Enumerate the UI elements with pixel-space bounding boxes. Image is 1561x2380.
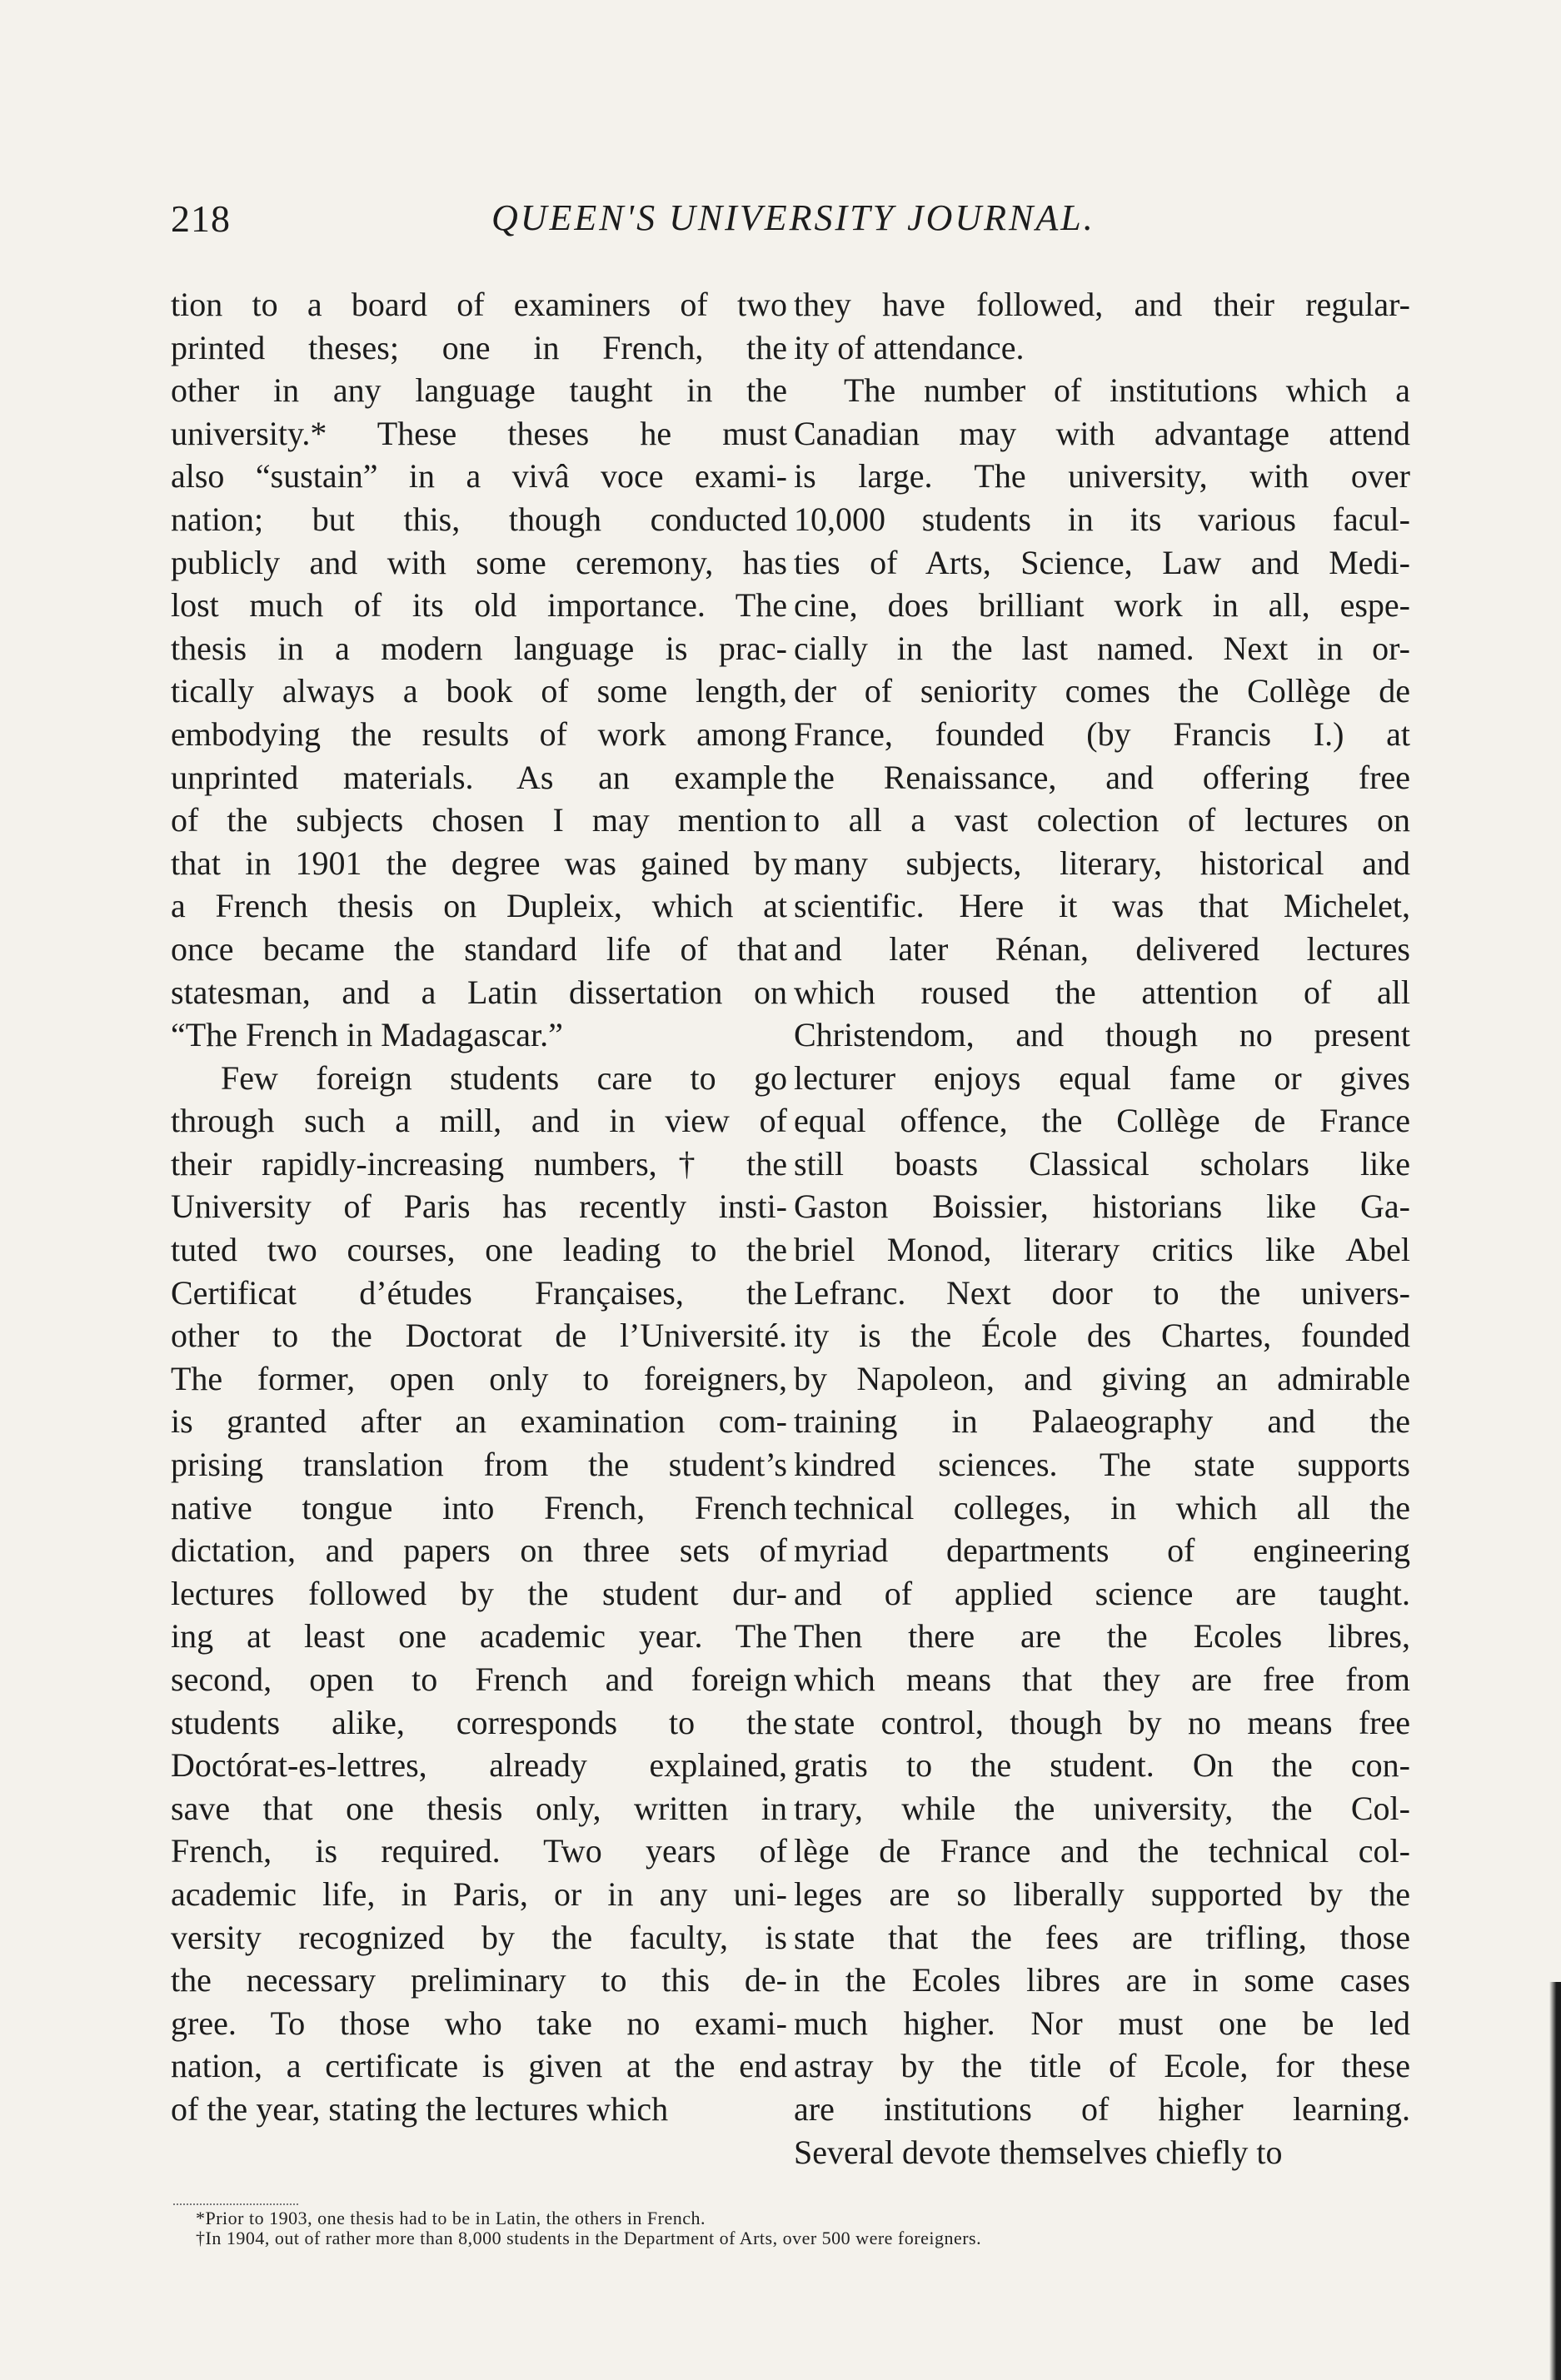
text-line: French, is required. Two years of <box>171 1832 787 1870</box>
text-line: is large. The university, with over <box>794 457 1410 495</box>
text-line: the necessary preliminary to this de- <box>171 1961 787 1999</box>
text-line: is granted after an examination com- <box>171 1402 787 1441</box>
text-line: and later Rénan, delivered lectures <box>794 929 1410 968</box>
footnote: *Prior to 1903, one thesis had to be in Latin, the others in French. <box>196 2208 706 2228</box>
footnote: †In 1904, out of rather more than 8,000 students in the Department of Arts, over 500 were foreigners. <box>196 2228 982 2248</box>
scan-edge-shadow <box>1549 1982 1561 2380</box>
text-line: kindred sciences. The state supports <box>794 1446 1410 1484</box>
text-line: dictation, and papers on three sets of <box>171 1531 787 1570</box>
text-line: students alike, corresponds to the <box>171 1703 787 1741</box>
text-line: other in any language taught in the <box>171 371 787 410</box>
footnote-rule <box>173 2203 298 2205</box>
text-line: and of applied science are taught. <box>794 1574 1410 1612</box>
text-line: nation, a certificate is given at the end <box>171 2047 787 2085</box>
left-text-column <box>171 283 787 2131</box>
running-title: QUEEN'S UNIVERSITY JOURNAL. <box>491 197 1095 238</box>
text-line: Canadian may with advantage attend <box>794 414 1410 452</box>
text-line: printed theses; one in French, the <box>171 328 787 366</box>
text-line: a French thesis on Dupleix, which at <box>171 887 787 925</box>
text-line: ity is the École des Chartes, founded <box>794 1317 1410 1355</box>
text-line: tuted two courses, one leading to the <box>171 1231 787 1269</box>
text-line: tion to a board of examiners of two <box>171 286 787 323</box>
text-line: tically always a book of some length, <box>171 672 787 710</box>
text-line: cially in the last named. Next in or- <box>794 629 1410 667</box>
text-line: state that the fees are trifling, those <box>794 1918 1410 1956</box>
text-line: thesis in a modern language is prac- <box>171 629 787 667</box>
text-line: The number of institutions which a <box>844 371 1410 410</box>
text-line: by Napoleon, and giving an admirable <box>794 1359 1410 1397</box>
text-line: myriad departments of engineering <box>794 1531 1410 1570</box>
text-line: in the Ecoles libres are in some cases <box>794 1961 1410 1999</box>
text-line: Several devote themselves chiefly to <box>794 2133 1283 2171</box>
text-line: 10,000 students in its various facul- <box>794 500 1410 538</box>
text-line: gratis to the student. On the con- <box>794 1746 1410 1785</box>
text-line: prising translation from the student’s <box>171 1446 787 1484</box>
text-line: which roused the attention of all <box>794 973 1410 1011</box>
text-line: technical colleges, in which all the <box>794 1488 1410 1526</box>
text-line: native tongue into French, French <box>171 1488 787 1526</box>
text-line: they have followed, and their regular- <box>794 286 1410 323</box>
text-line: of the subjects chosen I may mention <box>171 801 787 839</box>
text-line: briel Monod, literary critics like Abel <box>794 1231 1410 1269</box>
text-line: ties of Arts, Science, Law and Medi- <box>794 543 1410 581</box>
text-line: the Renaissance, and offering free <box>794 758 1410 796</box>
footnotes <box>196 2208 1279 2248</box>
page-number: 218 <box>171 197 231 240</box>
text-line: gree. To those who take no exami- <box>171 2004 787 2042</box>
text-line: many subjects, literary, historical and <box>794 844 1410 882</box>
text-line: Few foreign students care to go <box>221 1058 787 1097</box>
text-line: scientific. Here it was that Michelet, <box>794 887 1410 925</box>
text-line: nation; but this, though conducted <box>171 500 787 538</box>
text-line: versity recognized by the faculty, is <box>171 1918 787 1956</box>
page-header <box>171 197 1137 246</box>
text-line: embodying the results of work among <box>171 714 787 753</box>
text-line: ity of attendance. <box>794 328 1025 366</box>
text-line: which means that they are free from <box>794 1661 1410 1698</box>
text-line: leges are so liberally supported by the <box>794 1875 1410 1913</box>
text-line: lectures followed by the student dur- <box>171 1574 787 1612</box>
text-line: academic life, in Paris, or in any uni- <box>171 1875 787 1913</box>
text-line: astray by the title of Ecole, for these <box>794 2047 1410 2085</box>
text-line: through such a mill, and in view of <box>171 1102 787 1140</box>
text-line: second, open to French and foreign <box>171 1661 787 1698</box>
text-line: publicly and with some ceremony, has <box>171 543 787 581</box>
right-text-column <box>794 283 1410 2173</box>
text-line: their rapidly-increasing numbers,† the <box>171 1144 787 1183</box>
text-line: statesman, and a Latin dissertation on <box>171 973 787 1011</box>
text-line: Certificat d’études Françaises, the <box>171 1273 787 1312</box>
text-line: are institutions of higher learning. <box>794 2089 1410 2128</box>
text-line: save that one thesis only, written in <box>171 1789 787 1827</box>
text-line: France, founded (by Francis I.) at <box>794 714 1410 753</box>
text-line: that in 1901 the degree was gained by <box>171 844 787 882</box>
text-line: other to the Doctorat de l’Université. <box>171 1317 787 1355</box>
text-line: cine, does brilliant work in all, espe- <box>794 586 1410 625</box>
text-line: of the year, stating the lectures which <box>171 2089 669 2128</box>
text-line: University of Paris has recently insti- <box>171 1188 787 1226</box>
text-line: still boasts Classical scholars like <box>794 1144 1410 1183</box>
text-line: Lefranc. Next door to the univers- <box>794 1273 1410 1312</box>
text-line: The former, open only to foreigners, <box>171 1359 787 1397</box>
text-line: Christendom, and though no present <box>794 1016 1410 1054</box>
text-line: lecturer enjoys equal fame or gives <box>794 1058 1410 1097</box>
text-line: training in Palaeography and the <box>794 1402 1410 1441</box>
text-line: der of seniority comes the Collège de <box>794 672 1410 710</box>
text-line: ing at least one academic year. The <box>171 1617 787 1656</box>
text-line: much higher. Nor must one be led <box>794 2004 1410 2042</box>
text-line: equal offence, the Collège de France <box>794 1102 1410 1140</box>
text-line: Doctórat-es-lettres, already explained, <box>171 1746 787 1785</box>
text-line: Then there are the Ecoles libres, <box>794 1617 1410 1656</box>
text-line: unprinted materials. As an example <box>171 758 787 796</box>
text-line: Gaston Boissier, historians like Ga- <box>794 1188 1410 1226</box>
text-line: once became the standard life of that <box>171 929 787 968</box>
text-line: lège de France and the technical col- <box>794 1832 1410 1870</box>
text-line: trary, while the university, the Col- <box>794 1789 1410 1827</box>
text-line: also “sustain” in a vivâ voce exami- <box>171 457 787 495</box>
text-line: “The French in Madagascar.” <box>171 1016 563 1054</box>
text-line: to all a vast colection of lectures on <box>794 801 1410 839</box>
text-line: state control, though by no means free <box>794 1703 1410 1741</box>
text-line: university.* These theses he must <box>171 414 787 452</box>
text-line: lost much of its old importance. The <box>171 586 787 625</box>
